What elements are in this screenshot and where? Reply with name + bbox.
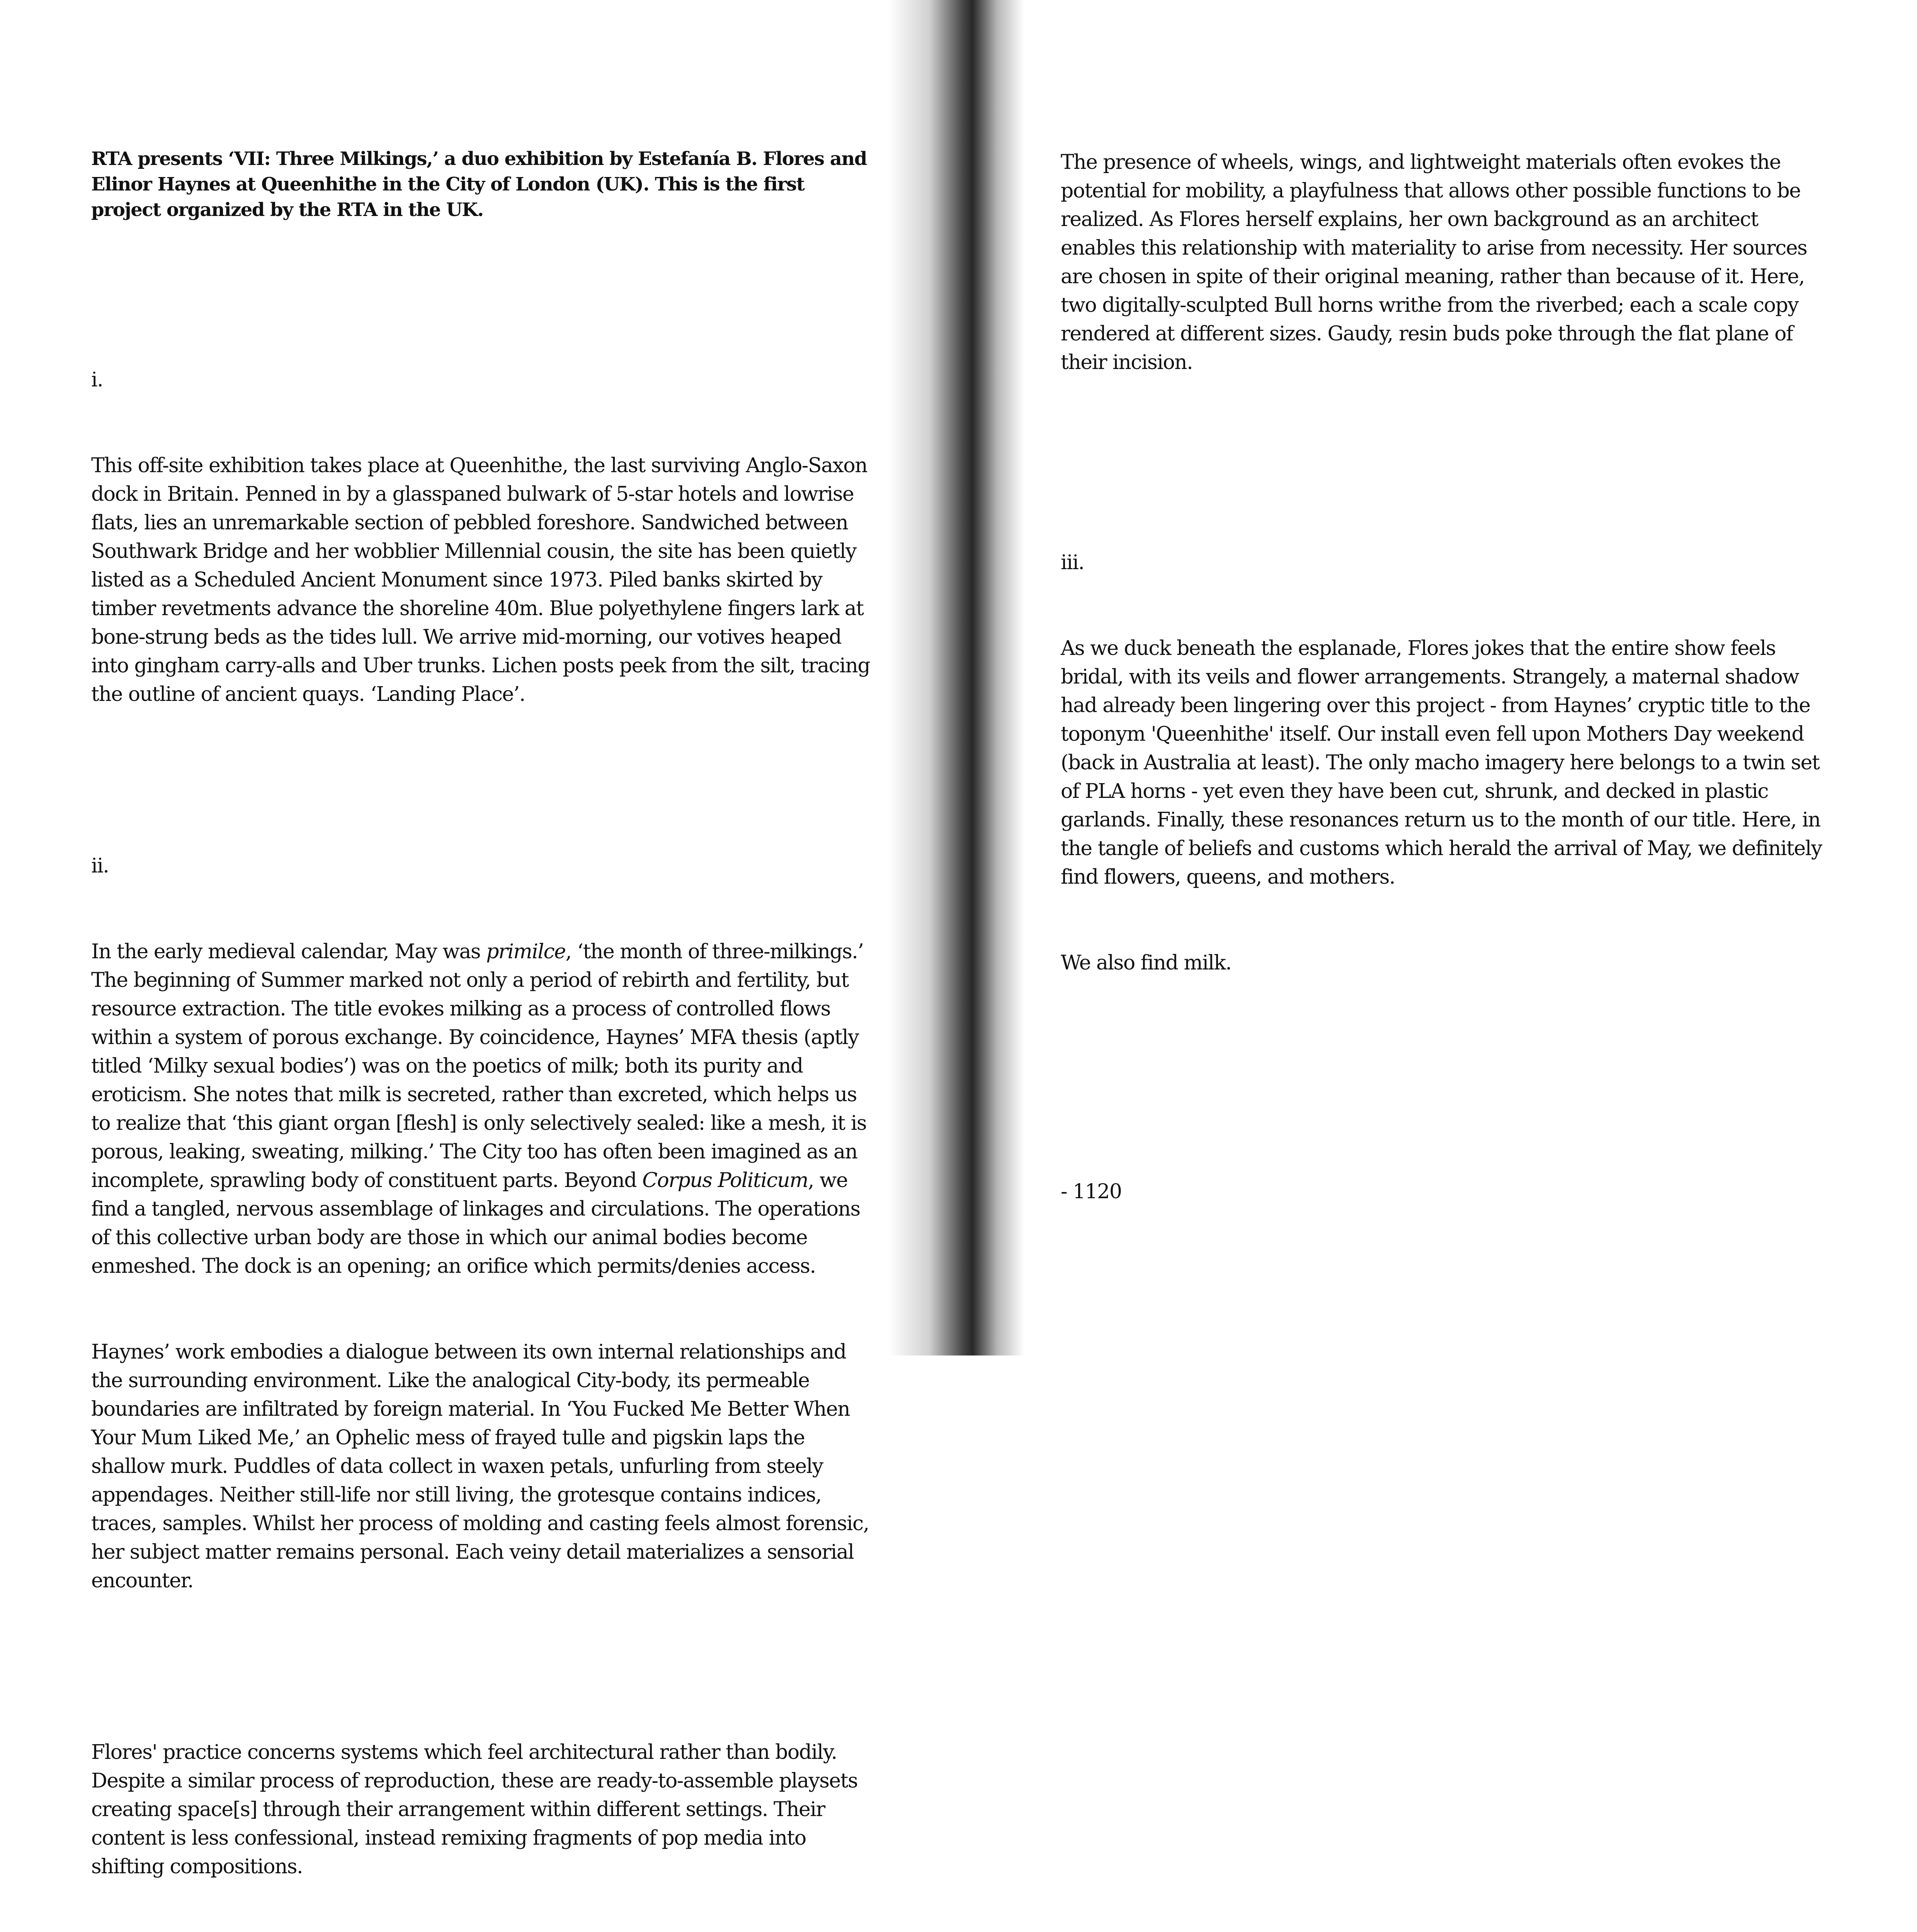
left-column <box>91 89 879 1932</box>
section-iii-body: As we duck beneath the esplanade, Flores jokes that the entire show feels bridal, with its veils and flower arrangements. Strangely, a maternal shadow had already been lingering over this project - from Haynes’ cryptic title to the toponym 'Queenhithe' itself. Our install even fell upon Mothers Day weekend (back in Australia at least). The only macho imagery here belongs to a twin set of PLA horns - yet even they have been cut, shrunk, and decked in plastic garlands. Finally, these resonances return us to the month of our title. Here, in the tangle of beliefs and customs which herald the arrival of May, we definitely find flowers, queens, and mothers. <box>1061 637 1828 889</box>
section-ii-paragraph-4: The presence of wheels, wings, and lightweight materials often evokes the potential for mobility, a playfulness that allows other possible functions to be realized. As Flores herself explains, her own background as an architect enables this relationship with materiality to arise from necessity. Her sources are chosen in spite of their original meaning, rather than because of it. Here, two digitally-sculpted Bull horns writhe from the riverbed; each a scale copy rendered at different sizes. Gaudy, resin buds poke through the flat plane of their incision. <box>1061 151 1813 374</box>
book-gutter-shadow <box>889 0 1024 1355</box>
spacer <box>1061 434 1834 491</box>
section-ii-paragraph-1 <box>91 937 879 1281</box>
text-run: , we find a tangled, nervous assemblage of linkages and circulations. The operations of this collective urban body are those in which our animal bodies become enmeshed. The dock is an opening; an orifice which permits/denies access. <box>91 1169 866 1278</box>
section-heading-iii: iii. <box>1061 551 1084 574</box>
text-run: In the early medieval calendar, May was <box>91 940 486 963</box>
text-run: , ‘the month of three-milkings.’ The beginning of Summer marked not only a period of rebirth and fertility, but resource extraction. The title evokes milking as a process of controlled flows within a system of porous exchange. By coincidence, Haynes’ MFA thesis (aptly titled ‘Milky sexual bodies’) was on the poetics of milk; both its purity and eroticism. She notes that milk is secreted, rather than excreted, which helps us to realize that ‘this giant organ [flesh] is only selectively sealed: like a mesh, it is porous, leaking, sweating, milking.’ The City too has often been imagined as an incomplete, sprawling body of constituent parts. Beyond <box>91 940 873 1192</box>
section-heading-ii: ii. <box>91 854 109 878</box>
section-i-body: This off-site exhibition takes place at Queenhithe, the last surviving Anglo-Saxon dock in Britain. Penned in by a glasspaned bulwark of 5-star hotels and lowrise flats, lies an unremarkable section of pebbled foreshore. Sandwiched between Southwark Bridge and her wobblier Millennial cousin, the site has been quietly listed as a Scheduled Ancient Monument since 1973. Piled banks skirted by timber revetments advance the shoreline 40m. Blue polyethylene fingers lark at bone-strung beds as the tides lull. We arrive mid-morning, our votives heaped into gingham carry-alls and Uber trunks. Lichen posts peek from the silt, tracing the outline of ancient quays. ‘Landing Place’. <box>91 454 876 706</box>
right-column <box>1061 91 1834 1263</box>
signature: - 1120 <box>1061 1180 1122 1203</box>
section-heading-i: i. <box>91 368 103 391</box>
section-ii-paragraph-3: Flores' practice concerns systems which feel architectural rather than bodily. Despite a similar process of reproduction, these are ready-to-assemble playsets creating space[s] through their arrangement within different settings. Their content is less confessional, instead remixing fragments of pop media into shifting compositions. <box>91 1741 864 1878</box>
italic-term-corpus-politicum: Corpus Politicum <box>642 1169 808 1192</box>
spacer <box>1061 1034 1834 1120</box>
spacer <box>91 280 879 308</box>
spacer <box>91 1652 879 1681</box>
section-ii-paragraph-2: Haynes’ work embodies a dialogue between its own internal relationships and the surrounding environment. Like the analogical City-body, its permeable boundaries are infiltrated by foreign material. In ‘You Fucked Me Better When Your Mum Liked Me,’ an Ophelic mess of frayed tulle and pigskin laps the shallow murk. Puddles of data collect in waxen petals, unfurling from steely appendages. Neither still-life nor still living, the grotesque contains indices, traces, samples. Whilst her process of molding and casting feels almost forensic, her subject matter remains personal. Each veiny detail materializes a sensorial encounter. <box>91 1340 875 1592</box>
italic-term-primilce: primilce <box>486 940 566 963</box>
spacer <box>91 766 879 794</box>
section-iii-closing: We also find milk. <box>1061 951 1232 975</box>
intro-paragraph: RTA presents ‘VII: Three Milkings,’ a duo exhibition by Estefanía B. Flores and Elinor Haynes at Queenhithe in the City of London (UK). This is the first project organized by the RTA in the UK. <box>91 148 873 221</box>
